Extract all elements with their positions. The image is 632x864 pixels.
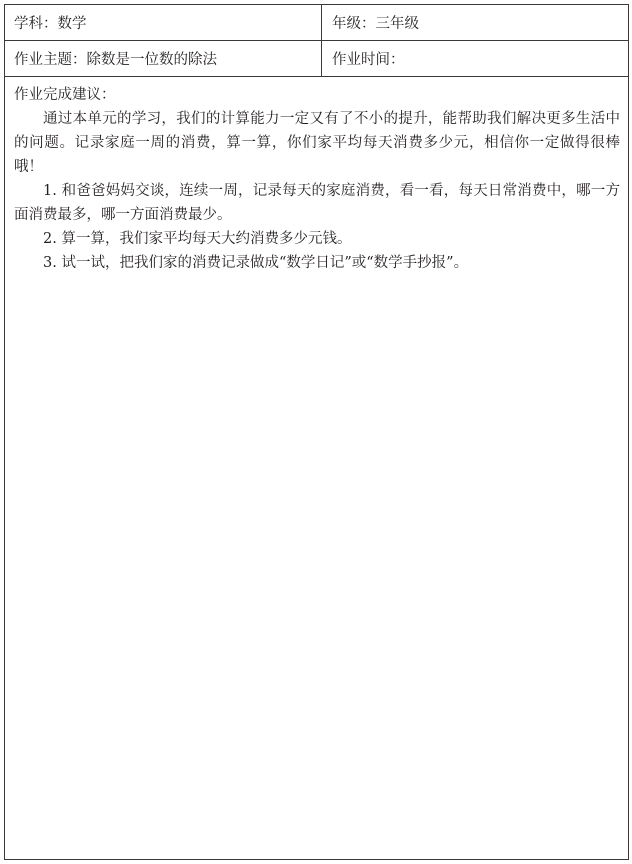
time-cell: 作业时间： <box>332 52 405 68</box>
task-item-3: 3. 试一试，把我们家的消费记录做成“数学日记”或“数学手抄报”。 <box>43 255 469 271</box>
intro-paragraph: 通过本单元的学习，我们的计算能力一定又有了不小的提升，能帮助我们解决更多生活中的问题。记录家庭一周的消费，算一算，你们家平均每天消费多少元，相信你一定做得很棒哦！ <box>14 111 620 175</box>
suggestion-heading: 作业完成建议： <box>14 87 116 103</box>
task-item-1: 1. 和爸爸妈妈交谈，连续一周，记录每天的家庭消费，看一看，每天日常消费中，哪一方面消费最多，哪一方面消费最少。 <box>14 183 620 223</box>
task-item-2: 2. 算一算，我们家平均每天大约消费多少元钱。 <box>43 231 352 247</box>
subject-cell: 学科：数学 <box>5 5 322 40</box>
suggestion-section <box>5 77 628 859</box>
header-row-2 <box>5 41 628 77</box>
header-row-1 <box>5 5 628 41</box>
grade-cell: 年级：三年级 <box>332 16 419 32</box>
topic-cell: 作业主题：除数是一位数的除法 <box>5 41 322 76</box>
homework-sheet <box>4 4 629 860</box>
